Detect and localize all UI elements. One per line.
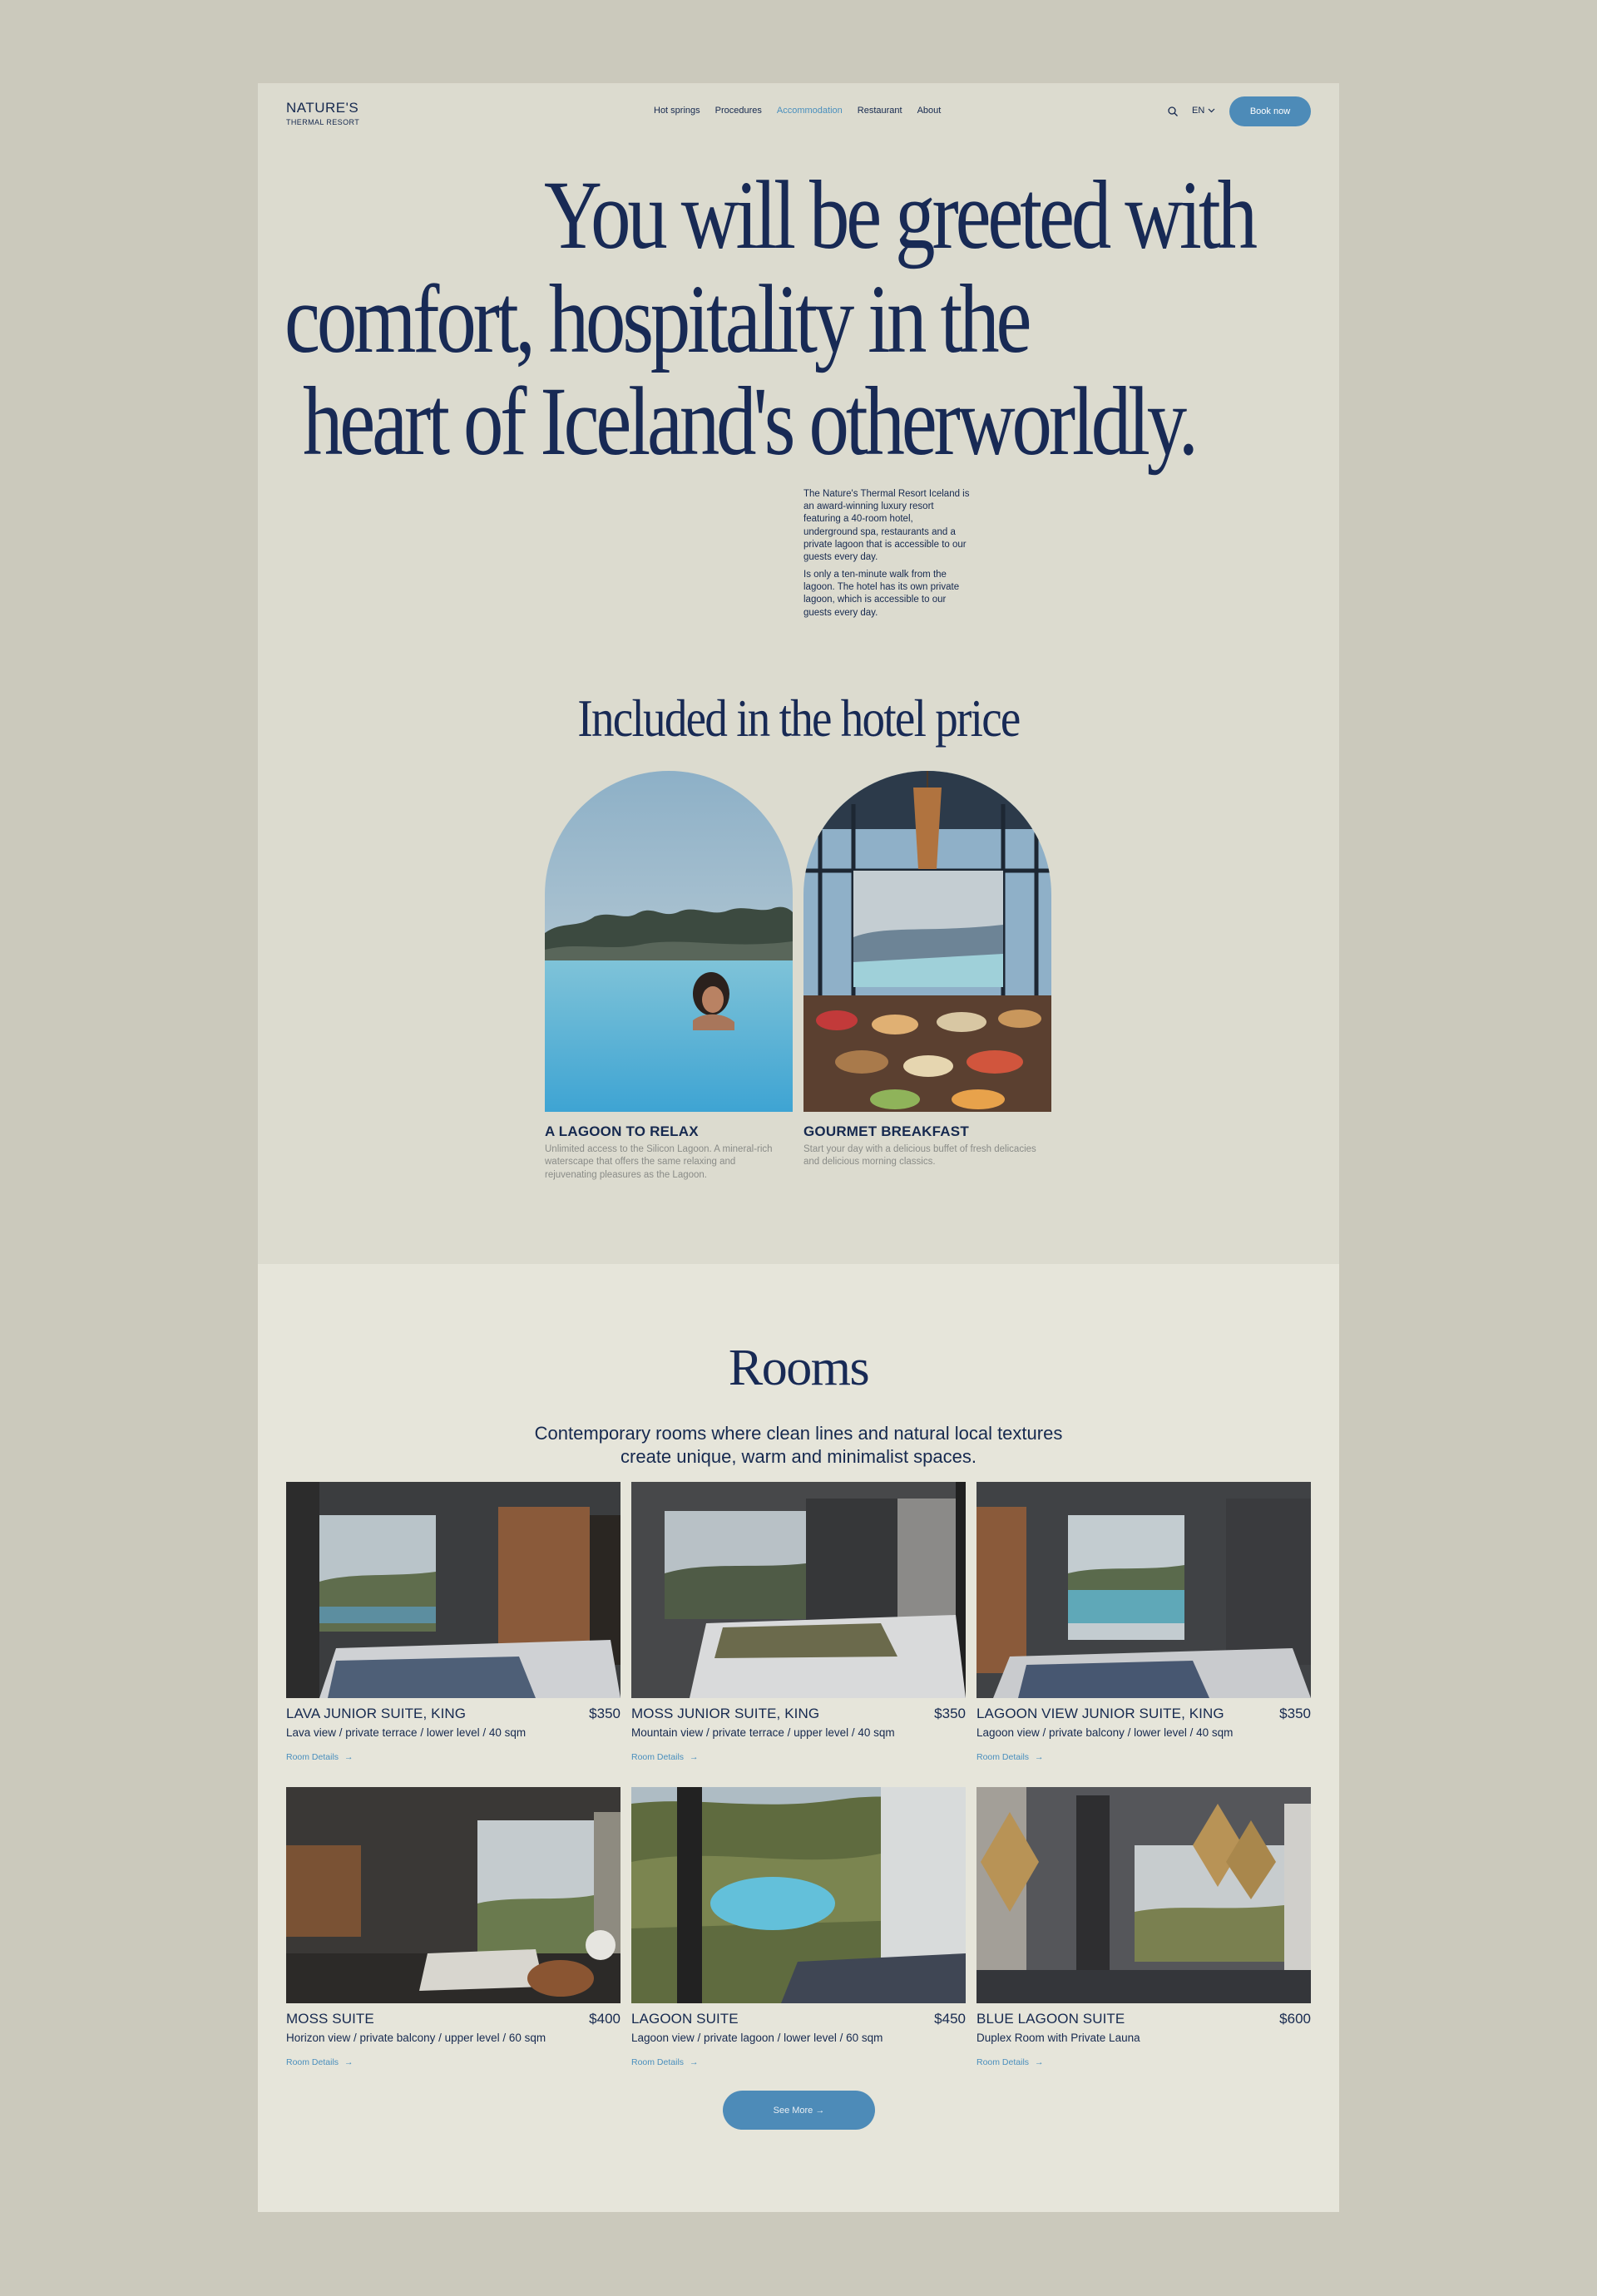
hero-heading-line-2: comfort, hospitality in the (284, 264, 1029, 373)
page-frame (258, 83, 1339, 2212)
room-name: LAGOON SUITE (631, 2011, 739, 2027)
room-description: Lagoon view / private balcony / lower level / 40 sqm (976, 1726, 1234, 1739)
feature-title-lagoon: A LAGOON TO RELAX (545, 1123, 699, 1139)
room-card[interactable] (631, 1787, 966, 2069)
room-photo[interactable] (631, 1482, 966, 1698)
room-price: $600 (1279, 2011, 1311, 2027)
room-card[interactable] (631, 1482, 966, 1764)
language-label: EN (1192, 106, 1205, 116)
room-details-link[interactable] (976, 2057, 1044, 2067)
room-price: $350 (589, 1706, 621, 1721)
intro-text (803, 488, 970, 620)
room-price: $350 (1279, 1706, 1311, 1721)
breakfast-image (803, 771, 1051, 1112)
room-card[interactable] (286, 1787, 621, 2069)
room-photo[interactable] (286, 1787, 621, 2003)
nav-item-accommodation[interactable]: Accommodation (776, 106, 843, 116)
feature-desc-breakfast: Start your day with a delicious buffet of fresh delicacies and delicious morning classics. (803, 1144, 1036, 1168)
nav-item-procedures[interactable]: Procedures (714, 106, 762, 116)
room-details-label: Room Details (286, 1752, 339, 1762)
room-photo[interactable] (976, 1787, 1311, 2003)
room-card[interactable] (976, 1787, 1311, 2069)
room-photo[interactable] (286, 1482, 621, 1698)
room-details-label: Room Details (631, 2057, 685, 2067)
room-details-link[interactable] (976, 1752, 1044, 1762)
room-name: LAGOON VIEW JUNIOR SUITE, KING (976, 1706, 1224, 1721)
hero-heading-line-1: You will be greeted with (544, 160, 1254, 269)
room-description: Lagoon view / private lagoon / lower level / 60 sqm (631, 2032, 883, 2044)
feature-desc-lagoon: Unlimited access to the Silicon Lagoon. A mineral-rich waterscape that offers the same relaxing and rejuvenating pleasures as the Lagoon. (545, 1144, 773, 1180)
hero-heading-line-3: heart of Iceland's otherworldly. (303, 367, 1195, 476)
intro-paragraph-1: The Nature's Thermal Resort Iceland is an award-winning luxury resort featuring a 40-room hotel, underground spa, restaurants and a private lagoon that is accessible to our guests every day. (803, 489, 970, 562)
brand-tagline: THERMAL RESORT (286, 118, 360, 126)
room-details-link[interactable] (286, 2057, 354, 2067)
room-card[interactable] (286, 1482, 621, 1764)
room-details-label: Room Details (976, 1752, 1030, 1762)
room-details-link[interactable] (631, 1752, 699, 1762)
nav-item-restaurant[interactable]: Restaurant (857, 106, 902, 116)
rooms-subtitle: Contemporary rooms where clean lines and natural local textures create unique, warm and minimalist spaces. (534, 1423, 1063, 1467)
room-photo[interactable] (631, 1787, 966, 2003)
room-photo[interactable] (976, 1482, 1311, 1698)
feature-title-breakfast: GOURMET BREAKFAST (803, 1123, 969, 1139)
room-price: $400 (589, 2011, 621, 2027)
room-details-link[interactable] (631, 2057, 699, 2067)
room-details-link[interactable] (286, 1752, 354, 1762)
arrow-right-icon: → (344, 1752, 354, 1762)
arrow-right-icon: → (815, 2105, 825, 2116)
room-name: LAVA JUNIOR SUITE, KING (286, 1706, 467, 1721)
arrow-right-icon: → (1035, 1752, 1044, 1762)
main-nav (654, 106, 941, 116)
arrow-right-icon: → (1035, 2057, 1044, 2067)
rooms-section-title: Rooms (728, 1340, 869, 1396)
see-more-label: See More (773, 2105, 813, 2116)
nav-item-hot-springs[interactable]: Hot springs (654, 106, 700, 116)
arrow-right-icon: → (344, 2057, 354, 2067)
room-name: MOSS JUNIOR SUITE, KING (631, 1706, 820, 1721)
arrow-right-icon: → (690, 1752, 699, 1762)
intro-paragraph-2: Is only a ten-minute walk from the lagoon. The hotel has its own private lagoon, which is accessible to our guests every day. (803, 570, 960, 618)
book-now-button[interactable]: Book now (1229, 96, 1311, 126)
brand-logo[interactable] (286, 100, 359, 126)
room-description: Mountain view / private terrace / upper level / 40 sqm (631, 1726, 895, 1739)
included-section-title: Included in the hotel price (577, 689, 1020, 748)
arrow-right-icon: → (690, 2057, 699, 2067)
room-price: $350 (934, 1706, 966, 1721)
language-selector[interactable] (1192, 106, 1215, 116)
room-description: Duplex Room with Private Launa (976, 2032, 1140, 2044)
nav-item-about[interactable]: About (917, 106, 942, 116)
room-details-label: Room Details (286, 2057, 339, 2067)
search-icon[interactable] (1167, 106, 1179, 117)
lagoon-image (545, 771, 793, 1112)
room-details-label: Room Details (976, 2057, 1030, 2067)
room-description: Lava view / private terrace / lower level / 40 sqm (286, 1726, 527, 1739)
room-card[interactable] (976, 1482, 1311, 1764)
room-price: $450 (934, 2011, 966, 2027)
room-name: MOSS SUITE (286, 2011, 374, 2027)
see-more-button[interactable] (723, 2091, 875, 2130)
chevron-down-icon (1208, 108, 1215, 113)
room-description: Horizon view / private balcony / upper level / 60 sqm (286, 2032, 546, 2044)
brand-name: NATURE'S (286, 100, 359, 116)
room-name: BLUE LAGOON SUITE (976, 2011, 1125, 2027)
room-details-label: Room Details (631, 1752, 685, 1762)
